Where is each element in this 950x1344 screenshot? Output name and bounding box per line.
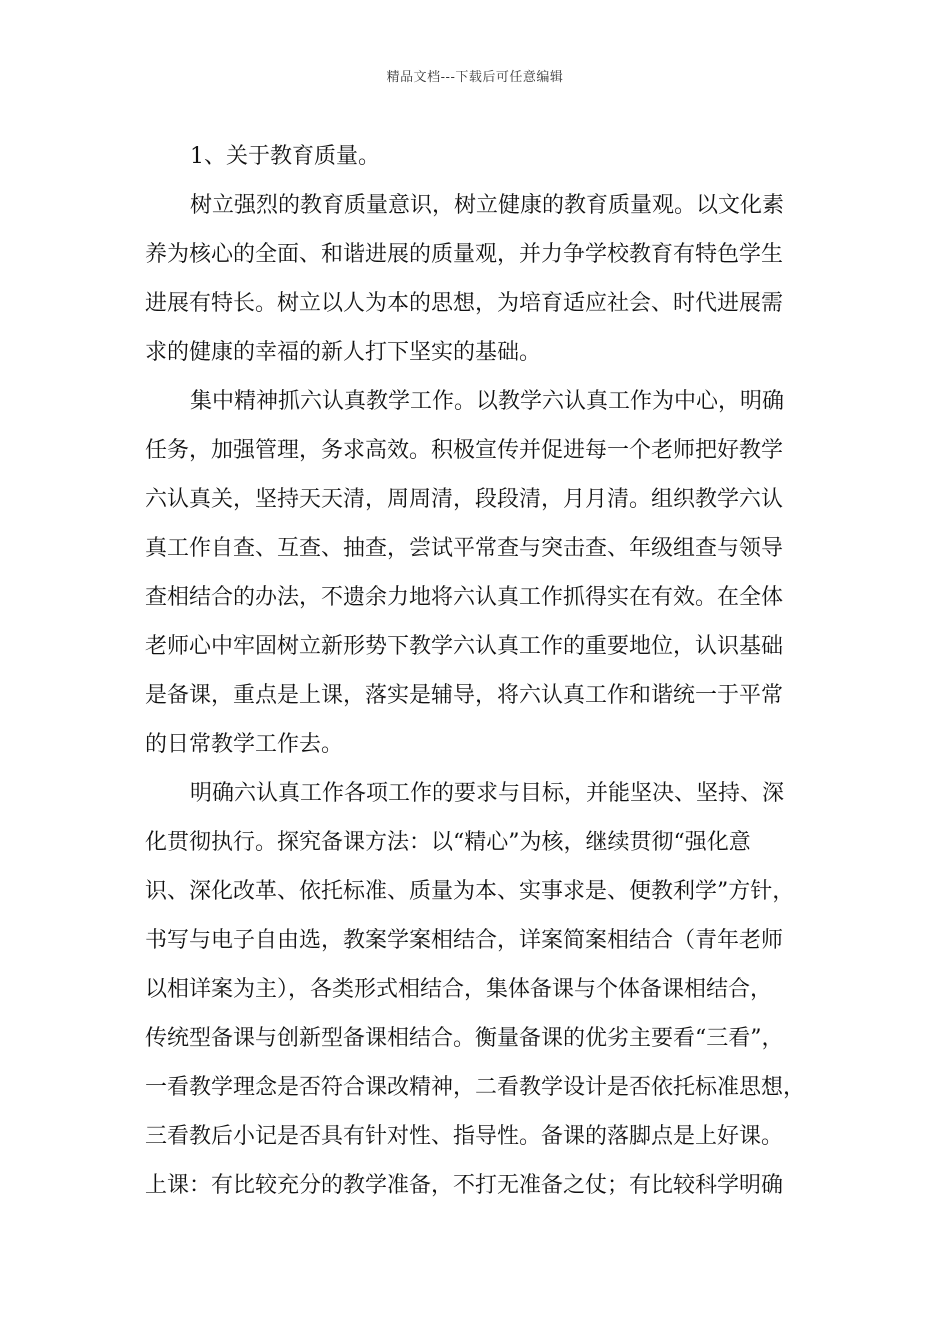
paragraph-line: 查相结合的办法，不遗余力地将六认真工作抓得实在有效。在全体: [145, 585, 784, 610]
paragraph-4: [145, 769, 817, 1210]
paragraph-line: 三看教后小记是否具有针对性、指导性。备课的落脚点是上好课。: [145, 1124, 784, 1149]
paragraph-line: 六认真关，坚持天天清，周周清，段段清，月月清。组织教学六认: [145, 487, 784, 512]
paragraph-line: 老师心中牢固树立新形势下教学六认真工作的重要地位，认识基础: [145, 634, 784, 659]
paragraph-line: 任务，加强管理，务求高效。积极宣传并促进每一个老师把好教学: [145, 438, 784, 463]
paragraph-line: 一看教学理念是否符合课改精神，二看教学设计是否依托标准思想，: [145, 1075, 806, 1100]
paragraph-1: [145, 132, 817, 181]
paragraph-line: 真工作自查、互查、抽查，尝试平常查与突击查、年级组查与领导: [145, 536, 784, 561]
paragraph-3: [145, 377, 817, 769]
paragraph-line: 以相详案为主），各类形式相结合，集体备课与个体备课相结合，: [145, 977, 773, 1002]
paragraph-line: 书写与电子自由选，教案学案相结合，详案简案相结合（青年老师: [145, 928, 784, 953]
paragraph-line: 1、关于教育质量。: [190, 144, 380, 169]
paragraph-line: 是备课，重点是上课，落实是辅导，将六认真工作和谐统一于平常: [145, 683, 784, 708]
paragraph-line: 养为核心的全面、和谐进展的质量观，并力争学校教育有特色学生: [145, 242, 784, 267]
paragraph-line: 集中精神抓六认真教学工作。以教学六认真工作为中心，明确: [190, 389, 785, 414]
page-header: 精品文档---下载后可任意编辑: [386, 70, 564, 85]
paragraph-line: 树立强烈的教育质量意识，树立健康的教育质量观。以文化素: [190, 193, 785, 218]
paragraph-line: 识、深化改革、依托标准、质量为本、实事求是、便教利学”方针，: [145, 879, 795, 904]
document-body: [145, 132, 817, 1210]
paragraph-2: [145, 181, 817, 377]
paragraph-line: 进展有特长。树立以人为本的思想，为培育适应社会、时代进展需: [145, 291, 784, 316]
paragraph-line: 化贯彻执行。探究备课方法：以“精心”为核，继续贯彻“强化意: [145, 830, 751, 855]
paragraph-line: 明确六认真工作各项工作的要求与目标，并能坚决、坚持、深: [190, 781, 785, 806]
paragraph-line: 的日常教学工作去。: [145, 732, 344, 757]
paragraph-line: 上课：有比较充分的教学准备，不打无准备之仗；有比较科学明确: [145, 1173, 784, 1198]
paragraph-line: 求的健康的幸福的新人打下坚实的基础。: [145, 340, 542, 365]
paragraph-line: 传统型备课与创新型备课相结合。衡量备课的优劣主要看“三看”，: [145, 1026, 784, 1051]
